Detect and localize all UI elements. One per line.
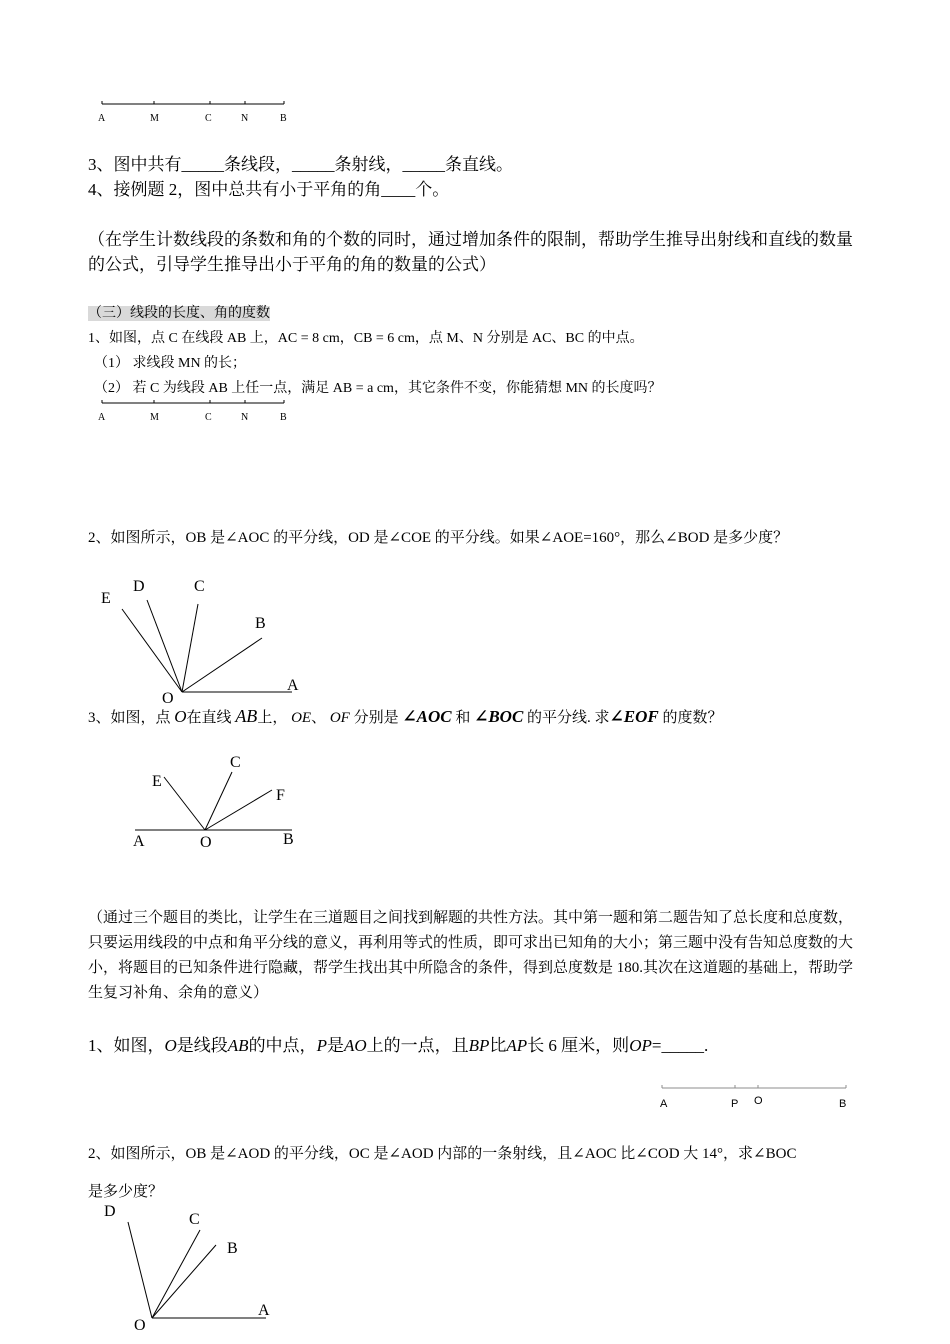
point-label-n: N (241, 113, 249, 124)
exercise-1-part: 上的一点，且 (366, 1036, 469, 1055)
problem-1-part-1: （1） 求线段 MN 的长； (94, 356, 247, 371)
exercise-2-line-2: 是多少度？ (88, 1184, 164, 1200)
point-label-e: E (101, 590, 111, 607)
problem-3-part: 的平分线. 求 (527, 710, 610, 726)
math-symbol: ∠EOF (609, 707, 659, 726)
point-label-b: B (280, 412, 287, 423)
problem-3-part: 和 (455, 710, 471, 726)
math-symbol: O (174, 707, 187, 726)
teaching-note-1: （在学生计数线段的条数和角的个数的同时，通过增加条件的限制，帮助学生推导出射线和直线的数量的公式，引导学生推导出小于平角的角的数量的公式） (88, 230, 853, 274)
math-symbol: OP (629, 1036, 652, 1055)
point-label-b: B (227, 1240, 238, 1257)
point-label-a: A (287, 677, 299, 694)
exercise-1-part: . (703, 1036, 709, 1055)
exercise-1-part: 1、如图， (88, 1036, 165, 1055)
math-symbol: BP (468, 1036, 490, 1055)
angle-figure-2 (133, 754, 294, 851)
point-label-a: A (660, 1098, 668, 1110)
point-label-c: C (205, 412, 212, 423)
math-symbol: AO (343, 1036, 367, 1055)
problem-1-text: 1、如图，点 C 在线段 AB 上，AC = 8 cm，CB = 6 cm，点 M、N 分别是 AC、BC 的中点。 (88, 331, 644, 346)
point-label-o: O (134, 1317, 146, 1334)
angle-figure-1 (101, 578, 299, 707)
question-4-suffix: 个。 (415, 180, 450, 199)
point-label-a: A (98, 113, 106, 124)
math-symbol: OF (329, 710, 350, 726)
problem-3-part: 3、如图，点 (88, 710, 171, 726)
exercise-1-part: = (651, 1036, 662, 1055)
math-symbol: ∠AOC (402, 707, 452, 726)
problem-3-text (88, 706, 723, 727)
question-4-line (88, 175, 449, 200)
point-label-b: B (280, 113, 287, 124)
point-label-c: C (205, 113, 212, 124)
point-label-a: A (258, 1302, 270, 1319)
exercise-1-part: 的中点， (248, 1036, 317, 1055)
problem-3-part: 上， (257, 710, 288, 726)
point-label-f: F (276, 787, 285, 804)
point-label-a: A (98, 412, 106, 423)
point-label-c: C (194, 578, 205, 595)
point-label-a: A (133, 833, 145, 850)
problem-3-part: 、 (311, 710, 327, 726)
point-label-b: B (839, 1098, 847, 1110)
math-symbol: O (164, 1036, 177, 1055)
math-symbol: OE (291, 710, 312, 726)
segment-figure-mid (98, 400, 287, 423)
section-heading-text: （三）线段的长度、角的度数 (88, 306, 270, 321)
exercise-1-part: 是 (326, 1036, 344, 1055)
segment-figure-op (660, 1085, 846, 1110)
question-3-line: 3、图中共有_____条线段，_____条射线，_____条直线。 (88, 155, 513, 174)
point-label-o: O (162, 690, 174, 707)
problem-3-part: 在直线 (186, 710, 232, 726)
exercise-2-line-1: 2、如图所示，OB 是∠AOD 的平分线，OC 是∠AOD 内部的一条射线，且∠AOC 比∠COD 大 14°，求∠BOC (88, 1146, 797, 1162)
math-symbol: AP (506, 1036, 528, 1055)
point-label-c: C (189, 1211, 200, 1228)
math-symbol: ∠BOC (474, 707, 524, 726)
exercise-1-part: 比 (489, 1036, 507, 1055)
problem-2-text: 2、如图所示，OB 是∠AOC 的平分线，OD 是∠COE 的平分线。如果∠AOE=160°，那么∠BOD 是多少度？ (88, 530, 789, 546)
exercise-1-part: 长 6 厘米，则 (527, 1036, 630, 1055)
section-heading (88, 302, 270, 322)
exercise-1-part: 是线段 (176, 1036, 228, 1055)
point-label-p: P (731, 1098, 739, 1110)
question-4-blank: ____ (381, 180, 416, 199)
point-label-d: D (133, 578, 145, 595)
point-label-n: N (241, 412, 249, 423)
problem-3-part: 的度数？ (662, 710, 723, 726)
point-label-m: M (150, 113, 159, 124)
point-label-o: O (200, 834, 212, 851)
math-symbol: P (316, 1036, 327, 1055)
segment-figure-top (98, 101, 287, 124)
teaching-note-2: （通过三个题目的类比，让学生在三道题目之间找到解题的共性方法。其中第一题和第二题告知了总长度和总度数，只要运用线段的中点和角平分线的意义，再利用等式的性质，即可求出已知角的大小；第三题中没有告知总度数的大小，将题目的已知条件进行隐藏，帮学生找出其中所隐含的条件，得到总度数是 180.其次在这道题的基础上，帮助学生复习补角、余角的意义） (88, 910, 854, 1001)
point-label-b: B (283, 831, 294, 848)
math-symbol: AB (227, 1036, 249, 1055)
point-label-d: D (104, 1203, 116, 1220)
problem-1-part-2: （2） 若 C 为线段 AB 上任一点，满足 AB = a cm，其它条件不变，你能猜想 MN 的长度吗？ (94, 381, 662, 396)
question-4-prefix: 4、接例题 2，图中总共有小于平角的角 (88, 180, 382, 199)
point-label-o: O (754, 1095, 763, 1107)
point-label-c: C (230, 754, 241, 771)
exercise-1-text (88, 1031, 708, 1056)
point-label-b: B (255, 615, 266, 632)
math-symbol: AB (235, 706, 258, 726)
point-label-m: M (150, 412, 159, 423)
problem-3-part: 分别是 (353, 710, 399, 726)
angle-figure-3 (104, 1203, 270, 1334)
point-label-e: E (152, 773, 162, 790)
answer-blank: _____ (661, 1036, 704, 1055)
